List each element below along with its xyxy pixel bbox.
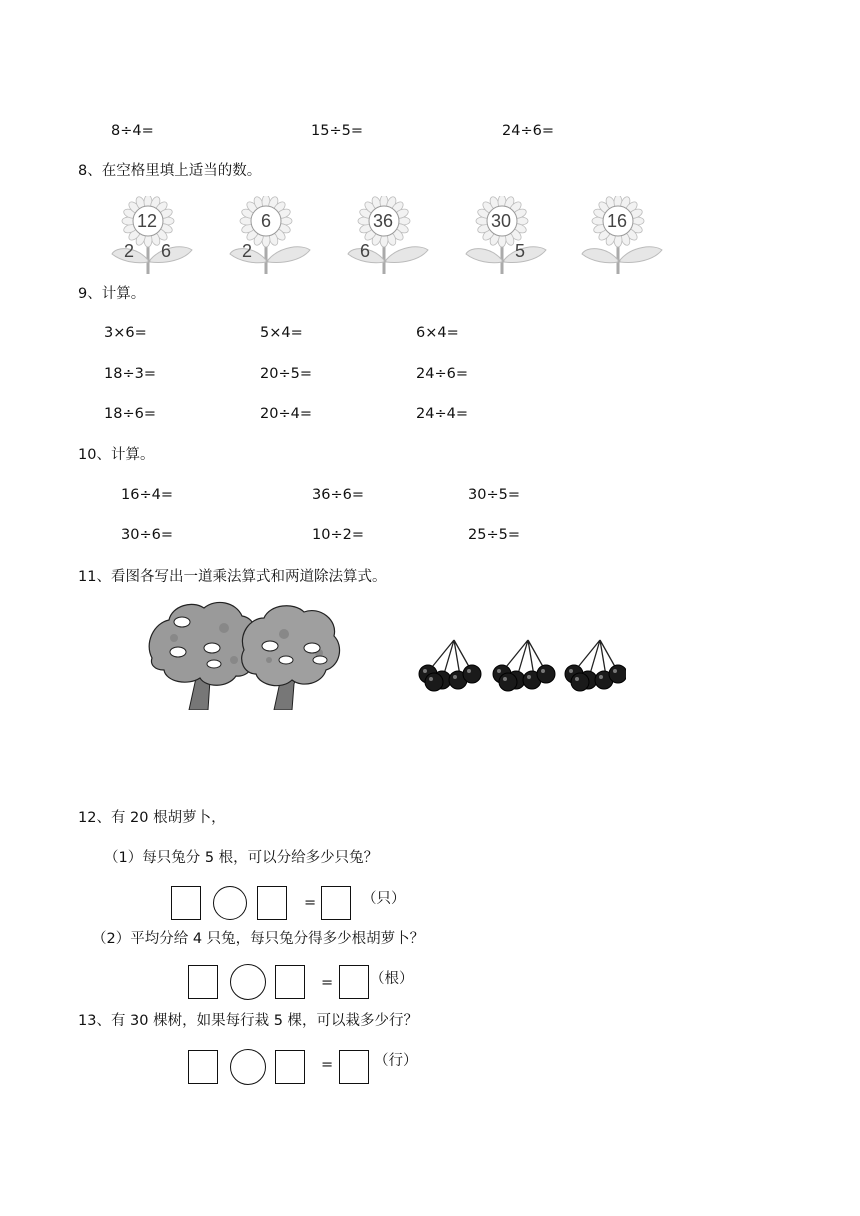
expr-15div5: 15÷5= xyxy=(311,123,363,139)
trees-with-birds-image xyxy=(144,598,344,710)
flower-top-number: 6 xyxy=(261,211,272,231)
operator-circle[interactable] xyxy=(213,886,247,920)
answer-box[interactable] xyxy=(339,965,369,999)
answer-box[interactable] xyxy=(321,886,351,920)
sunflower-4 xyxy=(462,196,552,276)
unit-label: （根） xyxy=(370,971,414,987)
answer-box[interactable] xyxy=(275,1050,305,1084)
equals-sign: = xyxy=(304,895,317,911)
flower-right-number: 5 xyxy=(515,241,526,261)
flower-left-number: 6 xyxy=(360,241,371,261)
sunflower-3 xyxy=(344,196,434,276)
expr-8div4: 8÷4= xyxy=(111,123,154,139)
flower-top-number: 36 xyxy=(373,211,394,231)
flower-top-number: 16 xyxy=(607,211,628,231)
operator-circle[interactable] xyxy=(230,1049,266,1085)
question-10-title: 10、计算。 xyxy=(78,447,155,463)
q9-expr: 20÷4= xyxy=(260,406,312,422)
q10-expr: 30÷6= xyxy=(121,527,173,543)
cherry xyxy=(425,673,443,691)
question-8-title: 8、在空格里填上适当的数。 xyxy=(78,163,262,179)
q9-expr: 18÷6= xyxy=(104,406,156,422)
q9-expr: 24÷4= xyxy=(416,406,468,422)
cherry xyxy=(463,665,481,683)
answer-box[interactable] xyxy=(188,965,218,999)
answer-box[interactable] xyxy=(188,1050,218,1084)
cherry xyxy=(537,665,555,683)
answer-box[interactable] xyxy=(339,1050,369,1084)
cherries-image xyxy=(414,634,626,694)
answer-box[interactable] xyxy=(171,886,201,920)
operator-circle[interactable] xyxy=(230,964,266,1000)
answer-box[interactable] xyxy=(257,886,287,920)
q10-expr: 25÷5= xyxy=(468,527,520,543)
cherry xyxy=(609,665,626,683)
cherry xyxy=(499,673,517,691)
q9-expr: 3×6= xyxy=(104,325,147,341)
q9-expr: 18÷3= xyxy=(104,366,156,382)
flower-left-number: 2 xyxy=(242,241,253,261)
answer-box[interactable] xyxy=(275,965,305,999)
cherry xyxy=(571,673,589,691)
equals-sign: = xyxy=(321,1057,334,1073)
unit-label: （行） xyxy=(374,1053,418,1069)
q10-expr: 10÷2= xyxy=(312,527,364,543)
q9-expr: 24÷6= xyxy=(416,366,468,382)
flower-top-number: 30 xyxy=(491,211,512,231)
sunflower-1 xyxy=(108,196,198,276)
q10-expr: 30÷5= xyxy=(468,487,520,503)
question-12-part1: （1）每只兔分 5 根，可以分给多少只兔？ xyxy=(104,850,379,866)
q9-expr: 20÷5= xyxy=(260,366,312,382)
question-12-title: 12、有 20 根胡萝卜， xyxy=(78,810,226,826)
unit-label: （只） xyxy=(362,891,406,907)
q9-expr: 6×4= xyxy=(416,325,459,341)
equals-sign: = xyxy=(321,975,334,991)
flower-right-number: 6 xyxy=(161,241,172,261)
question-11-title: 11、看图各写出一道乘法算式和两道除法算式。 xyxy=(78,569,387,585)
q10-expr: 36÷6= xyxy=(312,487,364,503)
flower-left-number: 2 xyxy=(124,241,135,261)
q9-expr: 5×4= xyxy=(260,325,303,341)
sunflower-2 xyxy=(226,196,316,276)
expr-24div6: 24÷6= xyxy=(502,123,554,139)
sunflower-5 xyxy=(578,196,668,276)
flower-top-number: 12 xyxy=(137,211,158,231)
question-12-part2: （2）平均分给 4 只兔，每只兔分得多少根胡萝卜？ xyxy=(92,931,425,947)
q10-expr: 16÷4= xyxy=(121,487,173,503)
question-13-title: 13、有 30 棵树，如果每行栽 5 棵，可以栽多少行？ xyxy=(78,1013,419,1029)
question-9-title: 9、计算。 xyxy=(78,286,146,302)
